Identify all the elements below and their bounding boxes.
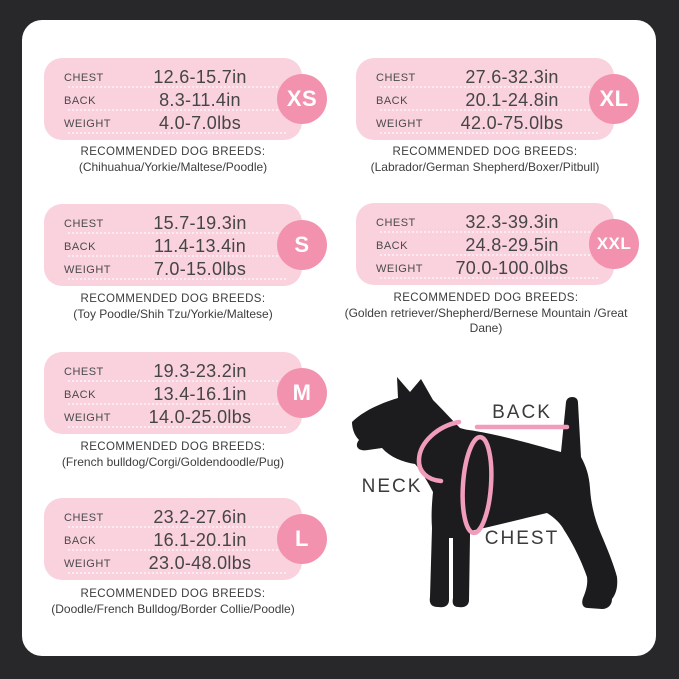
breeds-xxl	[338, 291, 634, 336]
chest-row	[64, 66, 288, 89]
diagram-chest-label: CHEST	[484, 528, 560, 549]
breeds-xl	[332, 145, 638, 175]
recommended-breeds-title: RECOMMENDED DOG BREEDS:	[80, 588, 266, 600]
size-badge-xl: XL	[589, 74, 639, 124]
size-card-xs	[44, 58, 318, 140]
breeds-m	[18, 440, 328, 470]
chest-value: 23.2-27.6in	[153, 507, 247, 527]
back-label: BACK	[64, 240, 96, 253]
chest-value: 19.3-23.2in	[153, 361, 247, 381]
breeds-l	[18, 587, 328, 617]
chest-label: CHEST	[376, 71, 416, 84]
chest-label: CHEST	[64, 71, 104, 84]
breeds-list: (Labrador/German Shepherd/Boxer/Pitbull)	[370, 160, 600, 174]
chest-value: 32.3-39.3in	[465, 212, 559, 232]
weight-row	[64, 258, 288, 281]
dog-measurement-diagram	[340, 360, 640, 640]
chest-row	[376, 66, 600, 89]
size-badge-l: L	[277, 514, 327, 564]
recommended-breeds-title: RECOMMENDED DOG BREEDS:	[80, 441, 266, 453]
chest-row	[376, 211, 600, 234]
weight-label: WEIGHT	[64, 411, 111, 424]
back-row	[376, 89, 600, 112]
chest-row	[64, 506, 288, 529]
chest-label: CHEST	[64, 365, 104, 378]
chest-value: 27.6-32.3in	[465, 67, 559, 87]
back-row	[64, 383, 288, 406]
size-card-xxl	[356, 203, 632, 285]
back-row	[64, 235, 288, 258]
recommended-breeds-title: RECOMMENDED DOG BREEDS:	[393, 292, 579, 304]
weight-label: WEIGHT	[376, 117, 423, 130]
size-badge-xs: XS	[277, 74, 327, 124]
weight-label: WEIGHT	[64, 263, 111, 276]
back-label: BACK	[376, 94, 408, 107]
chest-value: 15.7-19.3in	[153, 213, 247, 233]
weight-value: 42.0-75.0lbs	[460, 113, 564, 133]
weight-row	[64, 406, 288, 429]
chest-row	[64, 212, 288, 235]
back-value: 24.8-29.5in	[465, 235, 559, 255]
diagram-neck-label: NECK	[361, 476, 423, 497]
back-label: BACK	[64, 388, 96, 401]
back-value: 8.3-11.4in	[159, 90, 241, 110]
weight-row	[64, 552, 288, 575]
back-value: 11.4-13.4in	[153, 236, 247, 256]
weight-label: WEIGHT	[64, 557, 111, 570]
size-card-xl	[356, 58, 629, 140]
recommended-breeds-title: RECOMMENDED DOG BREEDS:	[80, 146, 266, 158]
breeds-list: (Golden retriever/Shepherd/Bernese Mountain /Great Dane)	[344, 306, 628, 335]
chest-label: CHEST	[64, 217, 104, 230]
weight-label: WEIGHT	[64, 117, 111, 130]
breeds-list: (French bulldog/Corgi/Goldendoodle/Pug)	[61, 455, 285, 469]
breeds-list: (Chihuahua/Yorkie/Maltese/Poodle)	[78, 160, 268, 174]
weight-row	[64, 112, 288, 135]
weight-value: 70.0-100.0lbs	[455, 258, 569, 278]
size-card-s	[44, 204, 310, 286]
weight-value: 7.0-15.0lbs	[153, 259, 247, 279]
weight-value: 4.0-7.0lbs	[158, 113, 242, 133]
chest-label: CHEST	[64, 511, 104, 524]
back-row	[376, 234, 600, 257]
recommended-breeds-title: RECOMMENDED DOG BREEDS:	[392, 146, 578, 158]
size-badge-xxl: XXL	[589, 219, 639, 269]
back-label: BACK	[376, 239, 408, 252]
breeds-list: (Doodle/French Bulldog/Border Collie/Poodle)	[51, 602, 295, 616]
diagram-back-label: BACK	[492, 402, 552, 423]
weight-value: 14.0-25.0lbs	[148, 407, 252, 427]
size-badge-m: M	[277, 368, 327, 418]
size-card-m	[44, 352, 312, 434]
weight-label: WEIGHT	[376, 262, 423, 275]
breeds-xs	[18, 145, 328, 175]
weight-row	[376, 257, 600, 280]
back-row	[64, 529, 288, 552]
chest-label: CHEST	[376, 216, 416, 229]
size-card-l	[44, 498, 309, 580]
recommended-breeds-title: RECOMMENDED DOG BREEDS:	[80, 293, 266, 305]
weight-value: 23.0-48.0lbs	[148, 553, 252, 573]
back-label: BACK	[64, 534, 96, 547]
back-label: BACK	[64, 94, 96, 107]
breeds-s	[18, 292, 328, 322]
size-badge-s: S	[277, 220, 327, 270]
back-row	[64, 89, 288, 112]
back-value: 13.4-16.1in	[153, 384, 247, 404]
chest-value: 12.6-15.7in	[153, 67, 247, 87]
chest-row	[64, 360, 288, 383]
back-value: 16.1-20.1in	[153, 530, 247, 550]
back-value: 20.1-24.8in	[465, 90, 559, 110]
breeds-list: (Toy Poodle/Shih Tzu/Yorkie/Maltese)	[73, 307, 273, 321]
weight-row	[376, 112, 600, 135]
